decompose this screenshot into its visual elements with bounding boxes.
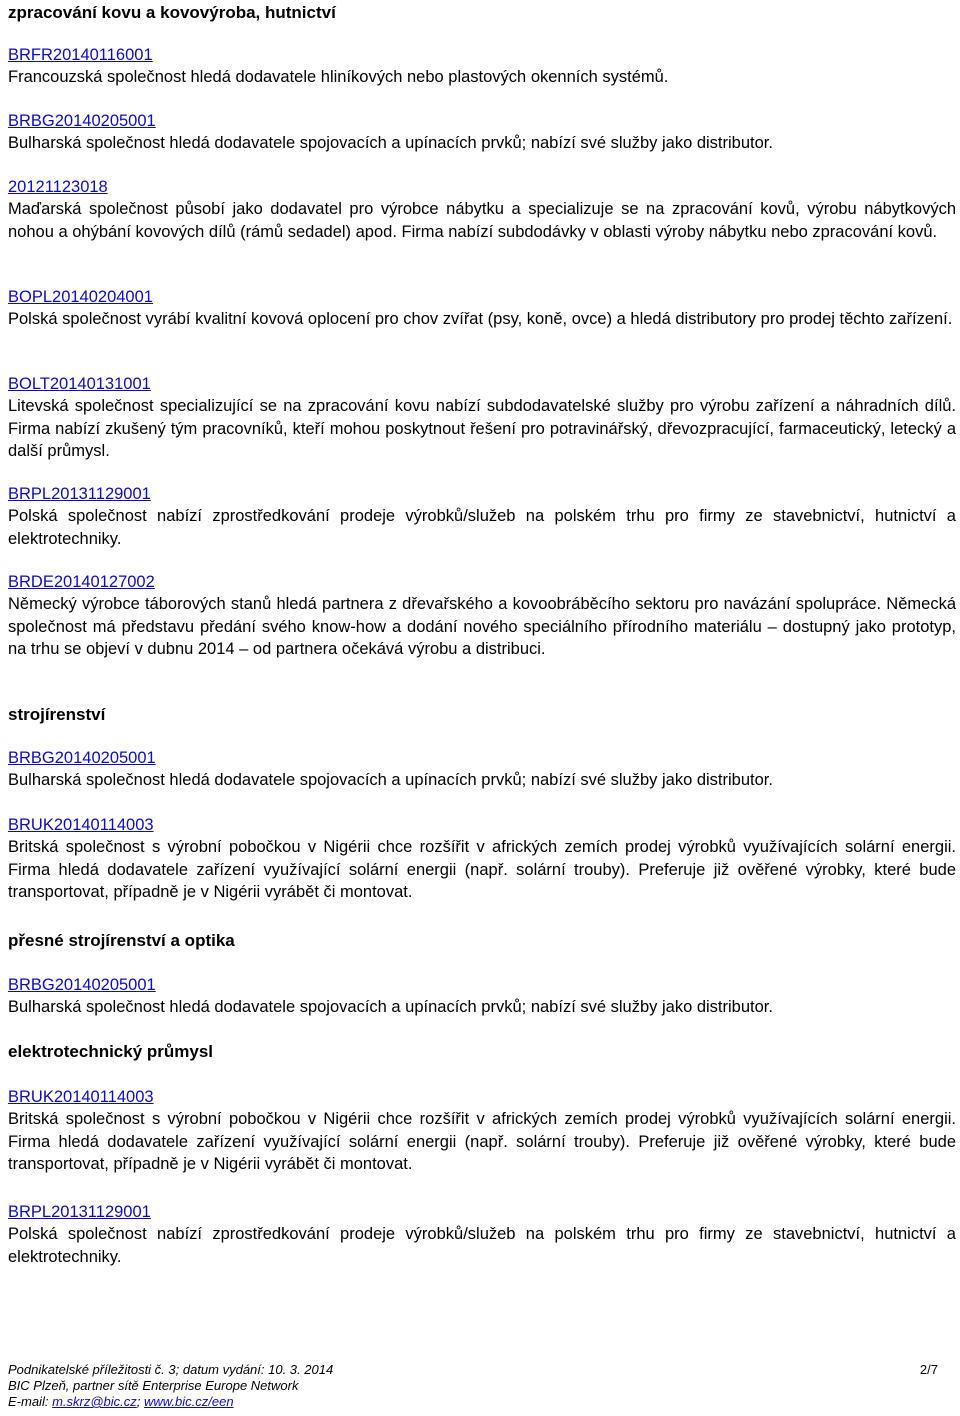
offer-code-link[interactable]: BRPL20131129001 <box>8 1203 151 1221</box>
section-title: strojírenství <box>8 705 106 724</box>
section-title: zpracování kovu a kovovýroba, hutnictví <box>8 3 336 22</box>
offer-description: Bulharská společnost hledá dodavatele spojovacích a upínacích prvků; nabízí své služby jako distributor. <box>8 998 773 1017</box>
footer-separator: ; <box>136 1394 144 1409</box>
offer-description: Německý výrobce táborových stanů hledá partnera z dřevařského a kovoobráběcího sektoru pro navázání spolupráce. Německá společnost má představu předání svého know-how a dodání nového speciálního přírodního materiálu – dostupný jako prototyp, na trhu se objeví v dubnu 2014 – od partnera očekává výrobu a distribuci. <box>8 595 956 658</box>
list-item <box>8 44 956 89</box>
section-title: přesné strojírenství a optika <box>8 931 235 950</box>
offer-code-link[interactable]: BRFR20140116001 <box>8 46 153 64</box>
list-item <box>8 483 956 550</box>
list-item <box>8 814 956 903</box>
footer-email-link[interactable]: m.skrz@bic.cz <box>52 1394 137 1409</box>
offer-code-link[interactable]: BOLT20140131001 <box>8 375 151 393</box>
offer-description: Litevská společnost specializující se na zpracování kovu nabízí subdodavatelské služby pro výrobu zařízení a náhradních dílů. Firma nabízí zkušený tým pracovníků, kteří mohou poskytnout řešení pro potravinářský, dřevozpracující, farmaceutický, letecký a další průmysl. <box>8 397 956 460</box>
offer-code-link[interactable]: BRUK20140114003 <box>8 1088 154 1106</box>
offer-code-link[interactable]: BRBG20140205001 <box>8 112 156 130</box>
offer-code-link[interactable]: BRUK20140114003 <box>8 816 154 834</box>
offer-description: Britská společnost s výrobní pobočkou v Nigérii chce rozšířit v afrických zemích prodej výrobků využívajících solární energii. Firma hledá dodavatele zařízení využívající solární energii (např. solární trouby). Preferuje již ověřené výrobky, které bude transportovat, případně je v Nigérii vyrábět či montovat. <box>8 1110 956 1173</box>
offer-description: Maďarská společnost působí jako dodavatel pro výrobce nábytku a specializuje se na zpracování kovů, výrobu nábytkových nohou a ohýbání kovových dílů (rámů sedadel) apod. Firma nabízí subdodávky v oblasti výroby nábytku nebo zpracování kovů. <box>8 200 956 241</box>
section-title: elektrotechnický průmysl <box>8 1042 214 1061</box>
list-item <box>8 110 956 155</box>
footer-issue: Podnikatelské příležitosti č. 3; datum vydání: 10. 3. 2014 <box>8 1362 334 1377</box>
offer-description: Polská společnost vyrábí kvalitní kovová oplocení pro chov zvířat (psy, koně, ovce) a hledá distributory pro prodej těchto zařízení. <box>8 310 953 329</box>
offer-description: Francouzská společnost hledá dodavatele hliníkových nebo plastových okenních systémů. <box>8 68 669 87</box>
list-item <box>8 747 956 792</box>
offer-description: Polská společnost nabízí zprostředkování prodeje výrobků/služeb na polském trhu pro firmy ze stavebnictví, hutnictví a elektrotechniky. <box>8 1225 956 1266</box>
list-item <box>8 286 956 331</box>
offer-code-link[interactable]: BRBG20140205001 <box>8 749 156 767</box>
offer-description: Polská společnost nabízí zprostředkování prodeje výrobků/služeb na polském trhu pro firmy ze stavebnictví, hutnictví a elektrotechniky. <box>8 507 956 548</box>
footer-contacts <box>8 1394 938 1410</box>
offer-code-link[interactable]: BOPL20140204001 <box>8 288 153 306</box>
offer-code-link[interactable]: BRDE20140127002 <box>8 573 155 591</box>
offer-description: Britská společnost s výrobní pobočkou v Nigérii chce rozšířit v afrických zemích prodej výrobků využívajících solární energii. Firma hledá dodavatele zařízení využívající solární energii (např. solární trouby). Preferuje již ověřené výrobky, které bude transportovat, případně je v Nigérii vyrábět či montovat. <box>8 838 956 901</box>
list-item <box>8 176 956 243</box>
offer-code-link[interactable]: 20121123018 <box>8 178 108 196</box>
list-item <box>8 974 956 1019</box>
offer-description: Bulharská společnost hledá dodavatele spojovacích a upínacích prvků; nabízí své služby jako distributor. <box>8 771 773 790</box>
list-item <box>8 1201 956 1268</box>
offer-code-link[interactable]: BRBG20140205001 <box>8 976 156 994</box>
page-footer <box>8 1362 938 1410</box>
footer-web-link[interactable]: www.bic.cz/een <box>144 1394 234 1409</box>
list-item <box>8 1086 956 1175</box>
offer-code-link[interactable]: BRPL20131129001 <box>8 485 151 503</box>
list-item <box>8 373 956 462</box>
offer-description: Bulharská společnost hledá dodavatele spojovacích a upínacích prvků; nabízí své služby jako distributor. <box>8 134 773 153</box>
footer-page-number: 2/7 <box>919 1362 938 1377</box>
footer-email-label: E-mail: <box>8 1394 53 1409</box>
footer-org: BIC Plzeň, partner sítě Enterprise Europe Network <box>8 1378 299 1393</box>
list-item <box>8 571 956 660</box>
